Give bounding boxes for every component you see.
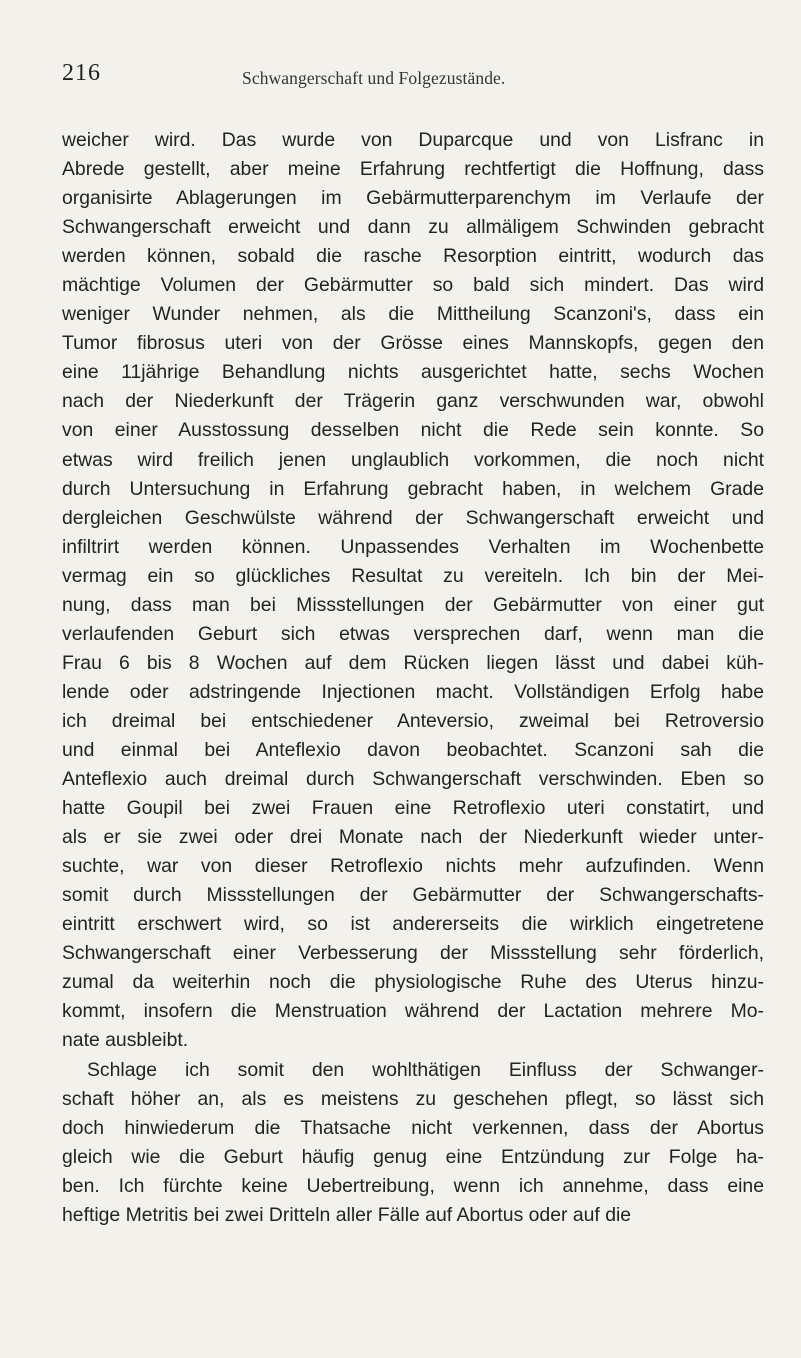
text-line: Schwangerschaft einer Verbesserung der Missstellung sehr förderlich,	[62, 942, 764, 965]
text-line: eintritt erschwert wird, so ist andererseits die wirklich eingetretene	[62, 913, 764, 936]
text-line: und einmal bei Anteflexio davon beobachtet. Scanzoni sah die	[62, 738, 764, 761]
text-line: heftige Metritis bei zwei Dritteln aller Fälle auf Abortus oder auf die	[62, 1203, 632, 1226]
text-line: ich dreimal bei entschiedener Anteversio, zweimal bei Retroversio	[62, 709, 764, 732]
text-line: weicher wird. Das wurde von Duparcque und von Lisfranc in	[62, 129, 764, 151]
text-line: eine 11jährige Behandlung nichts ausgerichtet hatte, sechs Wochen	[62, 361, 764, 384]
text-line: zumal da weiterhin noch die physiologische Ruhe des Uterus hinzu-	[62, 971, 764, 994]
text-line: somit durch Missstellungen der Gebärmutter der Schwangerschafts-	[62, 884, 764, 907]
text-line: schaft höher an, als es meistens zu geschehen pflegt, so lässt sich	[62, 1087, 764, 1110]
text-line: nung, dass man bei Missstellungen der Gebärmutter von einer gut	[62, 593, 764, 616]
text-line: nate ausbleibt.	[62, 1029, 189, 1052]
text-line: weniger Wunder nehmen, als die Mittheilung Scanzoni's, dass ein	[62, 303, 764, 326]
text-line: Frau 6 bis 8 Wochen auf dem Rücken liegen lässt und dabei küh-	[62, 651, 764, 674]
text-line: vermag ein so glückliches Resultat zu vereiteln. Ich bin der Mei-	[62, 564, 764, 587]
text-line: durch Untersuchung in Erfahrung gebracht haben, in welchem Grade	[62, 477, 764, 500]
paragraph	[62, 1056, 764, 1230]
paragraph-container	[62, 126, 764, 1230]
running-title: Schwangerschaft und Folgezustände.	[242, 68, 506, 88]
text-line: suchte, war von dieser Retroflexio nichts mehr aufzufinden. Wenn	[62, 855, 764, 878]
text-line: hatte Goupil bei zwei Frauen eine Retroflexio uteri constatirt, und	[62, 797, 764, 820]
text-line: organisirte Ablagerungen im Gebärmutterparenchym im Verlaufe der	[62, 187, 764, 210]
text-line: lende oder adstringende Injectionen macht. Vollständigen Erfolg habe	[62, 680, 764, 703]
text-line: Schwangerschaft erweicht und dann zu allmäligem Schwinden gebracht	[62, 216, 764, 239]
text-line: infiltrirt werden können. Unpassendes Verhalten im Wochenbette	[62, 535, 764, 558]
text-line: ben. Ich fürchte keine Uebertreibung, wenn ich annehme, dass eine	[62, 1174, 764, 1197]
text-line: Abrede gestellt, aber meine Erfahrung rechtfertigt die Hoffnung, dass	[62, 158, 764, 181]
text-line: als er sie zwei oder drei Monate nach der Niederkunft wieder unter-	[62, 826, 764, 849]
text-line: gleich wie die Geburt häufig genug eine Entzündung zur Folge ha-	[62, 1145, 764, 1168]
text-line: doch hinwiederum die Thatsache nicht verkennen, dass der Abortus	[62, 1116, 764, 1139]
page-number: 216	[62, 60, 101, 86]
text-line: Tumor fibrosus uteri von der Grösse eines Mannskopfs, gegen den	[62, 332, 764, 355]
text-line: nach der Niederkunft der Trägerin ganz verschwunden war, obwohl	[62, 390, 764, 413]
text-line: etwas wird freilich jenen unglaublich vorkommen, die noch nicht	[62, 448, 764, 471]
text-line: werden können, sobald die rasche Resorption eintritt, wodurch das	[62, 245, 764, 268]
text-line: dergleichen Geschwülste während der Schwangerschaft erweicht und	[62, 506, 764, 529]
running-head	[62, 60, 771, 100]
text-line: verlaufenden Geburt sich etwas versprechen darf, wenn man die	[62, 622, 764, 645]
paragraph	[62, 126, 764, 1056]
text-line: mächtige Volumen der Gebärmutter so bald sich mindert. Das wird	[62, 274, 764, 297]
text-line: kommt, insofern die Menstruation während der Lactation mehrere Mo-	[62, 1000, 764, 1023]
text-line: von einer Ausstossung desselben nicht die Rede sein konnte. So	[62, 419, 764, 442]
text-line: Schlage ich somit den wohlthätigen Einfluss der Schwanger-	[87, 1058, 764, 1081]
body-text	[62, 126, 764, 1230]
text-line: Anteflexio auch dreimal durch Schwangerschaft verschwinden. Eben so	[62, 768, 764, 791]
